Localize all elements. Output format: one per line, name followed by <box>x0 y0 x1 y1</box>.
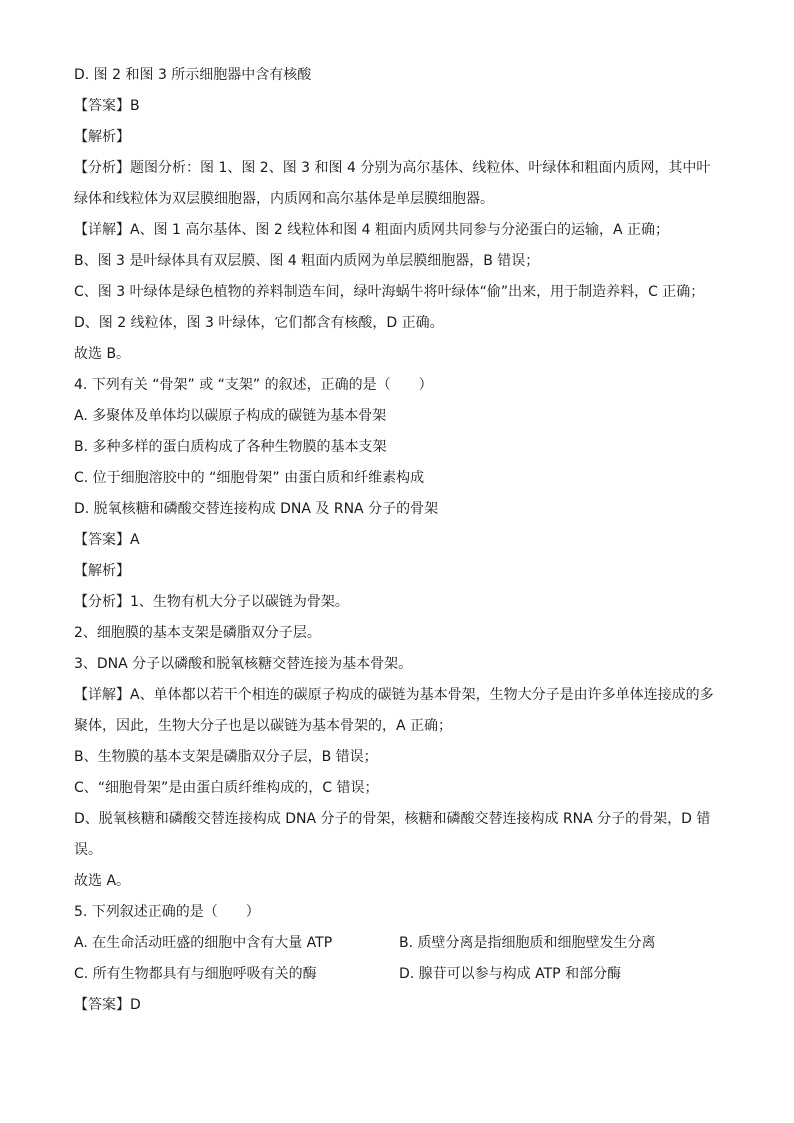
q3-answer: 【答案】B <box>74 98 140 114</box>
q4-option-c: C. 位于细胞溶胶中的 “细胞骨架” 由蛋白质和纤维素构成 <box>74 470 425 486</box>
q5-option-c: C. 所有生物都具有与细胞呼吸有关的酶 <box>74 966 317 982</box>
q4-fenxi-1: 【分析】1、生物有机大分子以碳链为骨架。 <box>74 594 349 610</box>
q4-xiangjie-d: D、脱氧核糖和磷酸交替连接构成 DNA 分子的骨架，核糖和磷酸交替连接构成 RNA 分子的骨架，D 错误。 <box>74 811 711 858</box>
q4-xiangjie-b: B、生物膜的基本支架是磷脂双分子层，B 错误； <box>74 749 378 765</box>
q3-fenxi: 【分析】题图分析：图 1、图 2、图 3 和图 4 分别为高尔基体、线粒体、叶绿体和粗面内质网，其中叶绿体和线粒体为双层膜细胞器，内质网和高尔基体是单层膜细胞器。 <box>74 160 711 207</box>
document-page <box>74 60 724 1021</box>
q4-fenxi-2: 2、细胞膜的基本支架是磷脂双分子层。 <box>74 625 321 641</box>
q4-option-b: B. 多种多样的蛋白质构成了各种生物膜的基本支架 <box>74 439 387 455</box>
q4-analysis-heading: 【解析】 <box>74 563 130 579</box>
q4-conclusion: 故选 A。 <box>74 873 131 889</box>
q3-xiangjie-b: B、图 3 是叶绿体具有双层膜、图 4 粗面内质网为单层膜细胞器，B 错误； <box>74 253 540 269</box>
q5-options-row-2 <box>74 959 724 990</box>
q3-xiangjie-a: 【详解】A、图 1 高尔基体、图 2 线粒体和图 4 粗面内质网共同参与分泌蛋白的运输，A 正确； <box>74 222 670 238</box>
q5-option-a: A. 在生命活动旺盛的细胞中含有大量 ATP <box>74 935 333 951</box>
q5-option-d: D. 腺苷可以参与构成 ATP 和部分酶 <box>399 966 622 982</box>
q5-option-b: B. 质壁分离是指细胞质和细胞壁发生分离 <box>399 935 656 951</box>
q3-xiangjie-d: D、图 2 线粒体，图 3 叶绿体，它们都含有核酸，D 正确。 <box>74 315 444 331</box>
q4-option-a: A. 多聚体及单体均以碳原子构成的碳链为基本骨架 <box>74 408 387 424</box>
q4-option-d: D. 脱氧核糖和磷酸交替连接构成 DNA 及 RNA 分子的骨架 <box>74 501 439 517</box>
q5-stem: 5. 下列叙述正确的是（ ） <box>74 904 260 920</box>
q4-xiangjie-c: C、“细胞骨架”是由蛋白质纤维构成的，C 错误； <box>74 780 379 796</box>
q3-option-d: D. 图 2 和图 3 所示细胞器中含有核酸 <box>74 67 312 83</box>
q3-analysis-heading: 【解析】 <box>74 129 130 145</box>
q5-options-row-1 <box>74 928 724 959</box>
q3-xiangjie-c: C、图 3 叶绿体是绿色植物的养料制造车间，绿叶海蜗牛将叶绿体“偷”出来，用于制造养料，C 正确； <box>74 284 705 300</box>
q4-stem: 4. 下列有关 “骨架” 或 “支架” 的叙述，正确的是（ ） <box>74 377 433 393</box>
q5-answer: 【答案】D <box>74 997 141 1013</box>
q4-answer: 【答案】A <box>74 532 140 548</box>
q4-fenxi-3: 3、DNA 分子以磷酸和脱氧核糖交替连接为基本骨架。 <box>74 656 413 672</box>
q4-xiangjie-a: 【详解】A、单体都以若干个相连的碳原子构成的碳链为基本骨架，生物大分子是由许多单体连接成的多聚体，因此，生物大分子也是以碳链为基本骨架的，A 正确； <box>74 687 714 734</box>
q3-conclusion: 故选 B。 <box>74 346 131 362</box>
